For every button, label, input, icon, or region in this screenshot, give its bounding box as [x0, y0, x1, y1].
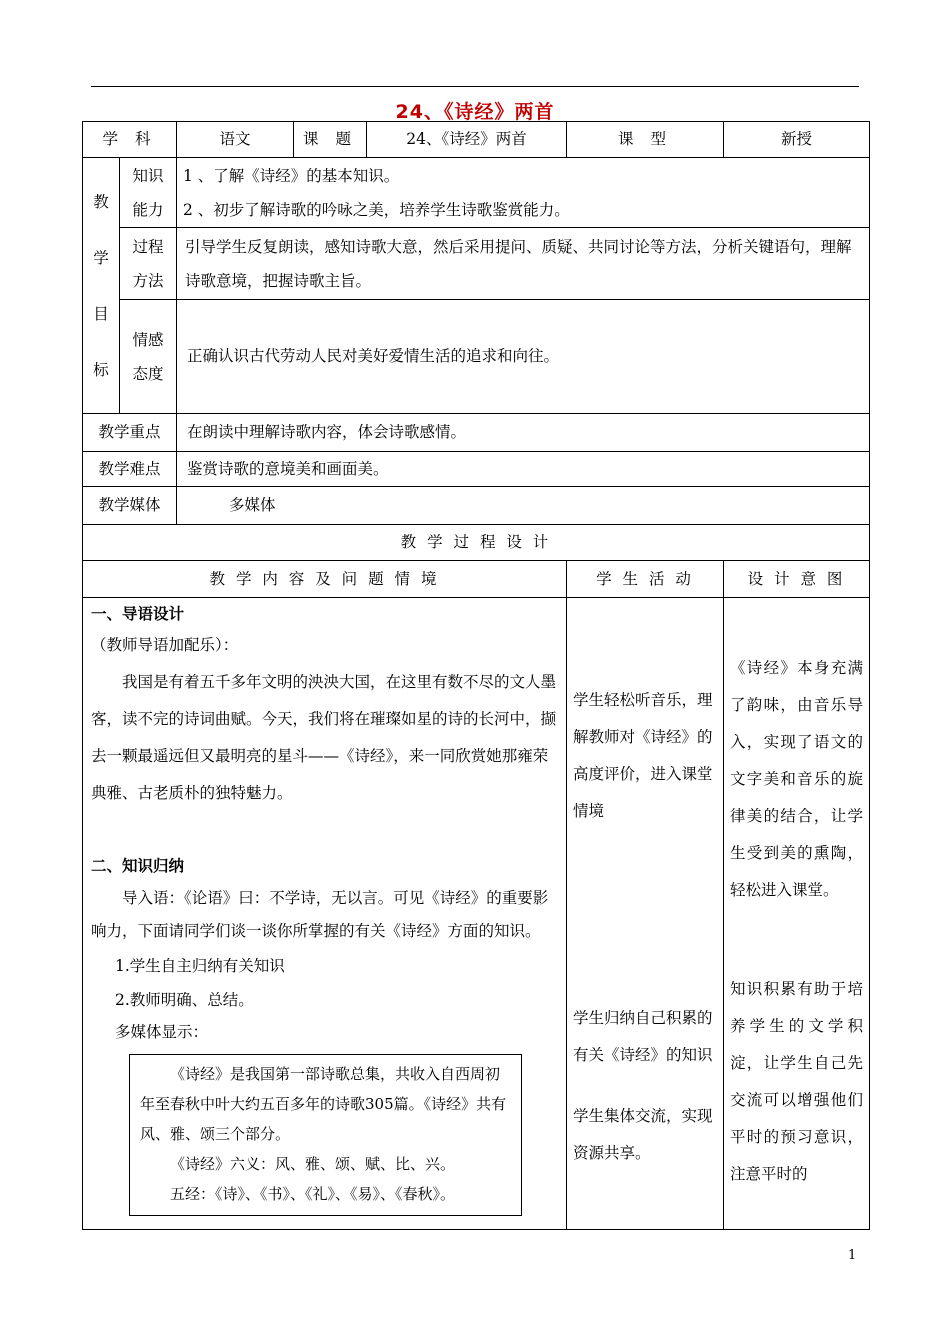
type-label: 课 型	[567, 122, 724, 158]
box-paragraph-1: 《诗经》是我国第一部诗歌总集，共收入自西周初年至春秋中叶大约五百多年的诗歌305篇。《诗经》共有风、雅、颂三个部分。	[140, 1065, 507, 1143]
difficulty-row	[83, 452, 870, 487]
media-row	[83, 487, 870, 525]
objective-process-row	[83, 228, 870, 300]
topic-value: 24、《诗经》两首	[367, 122, 567, 158]
design-intent-2: 知识积累有助于培养学生的文学积淀，让学生自己先交流可以增强他们平时的预习意识，注意平时的	[730, 980, 863, 1183]
teaching-content-cell	[83, 598, 567, 1230]
focus-text: 在朗读中理解诗歌内容，体会诗歌感情。	[177, 414, 870, 452]
student-column-header: 学 生 活 动	[567, 561, 724, 598]
multimedia-box	[129, 1054, 522, 1216]
objectives-group-label: 教 学 目 标	[83, 158, 120, 414]
type-value: 新授	[724, 122, 870, 158]
process-text: 引导学生反复朗读，感知诗歌大意，然后采用提问、质疑、共同讨论等方法，分析关键语句，理解诗歌意境，把握诗歌主旨。	[177, 228, 870, 300]
step-1: 1.学生自主归纳有关知识	[115, 957, 285, 975]
content-column-header: 教 学 内 容 及 问 题 情 境	[83, 561, 567, 598]
emotion-text: 正确认识古代劳动人民对美好爱情生活的追求和向往。	[177, 300, 870, 414]
intent-column-header: 设 计 意 图	[724, 561, 870, 598]
difficulty-text: 鉴赏诗歌的意境美和画面美。	[177, 452, 870, 487]
step-2: 2.教师明确、总结。	[115, 991, 254, 1009]
process-content-row	[83, 598, 870, 1230]
process-design-title: 教 学 过 程 设 计	[83, 525, 870, 561]
knowledge-label: 知识 能力	[120, 158, 177, 228]
student-activity-3: 学生集体交流，实现资源共享。	[573, 1107, 713, 1162]
media-text: 多媒体	[177, 487, 870, 525]
difficulty-label: 教学难点	[83, 452, 177, 487]
design-intent-1: 《诗经》本身充满了韵味，由音乐导入，实现了语文的文字美和音乐的旋律美的结合，让学生受到美的熏陶，轻松进入课堂。	[730, 659, 863, 899]
column-header-row	[83, 561, 870, 598]
topic-label: 课 题	[294, 122, 367, 158]
section-1-heading: 一、导语设计	[91, 605, 185, 623]
header-row	[83, 122, 870, 158]
objective-emotion-row	[83, 300, 870, 414]
section-2-paragraph: 导入语：《论语》曰：不学诗，无以言。可见《诗经》的重要影响力，下面请同学们谈一谈你所掌握的有关《诗经》方面的知识。	[91, 889, 549, 940]
box-paragraph-2: 《诗经》六义：风、雅、颂、赋、比、兴。	[170, 1155, 456, 1173]
student-activity-cell	[567, 598, 724, 1230]
knowledge-text: 1 、了解《诗经》的基本知识。 2 、初步了解诗歌的吟咏之美，培养学生诗歌鉴赏能力。	[177, 158, 870, 228]
process-design-row	[83, 525, 870, 561]
section-2-heading: 二、知识归纳	[91, 857, 185, 875]
emotion-label: 情感 态度	[120, 300, 177, 414]
page-number: 1	[848, 1248, 857, 1263]
subject-label: 学 科	[83, 122, 177, 158]
step-3: 多媒体显示：	[115, 1023, 209, 1041]
focus-label: 教学重点	[83, 414, 177, 452]
header-rule	[91, 86, 859, 87]
objective-knowledge-row	[83, 158, 870, 228]
box-paragraph-3: 五经：《诗》、《书》、《礼》、《易》、《春秋》。	[170, 1185, 456, 1203]
lesson-plan-table	[82, 121, 870, 1230]
design-intent-cell	[724, 598, 870, 1230]
section-1-paragraph: 我国是有着五千多年文明的泱泱大国，在这里有数不尽的文人墨客，读不完的诗词曲赋。今天，我们将在璀璨如星的诗的长河中，撷去一颗最遥远但又最明亮的星斗——《诗经》，来一同欣赏她那雍荣典雅、古老质朴的独特魅力。	[91, 673, 557, 802]
student-activity-1: 学生轻松听音乐，理解教师对《诗经》的高度评价，进入课堂情境	[573, 691, 713, 820]
focus-row	[83, 414, 870, 452]
page-title: 24、《诗经》两首	[395, 101, 555, 123]
section-1-note: （教师导语加配乐）：	[91, 636, 239, 654]
subject-value: 语文	[177, 122, 294, 158]
student-activity-2: 学生归纳自己积累的有关《诗经》的知识	[573, 1009, 713, 1064]
media-label: 教学媒体	[83, 487, 177, 525]
process-label: 过程 方法	[120, 228, 177, 300]
